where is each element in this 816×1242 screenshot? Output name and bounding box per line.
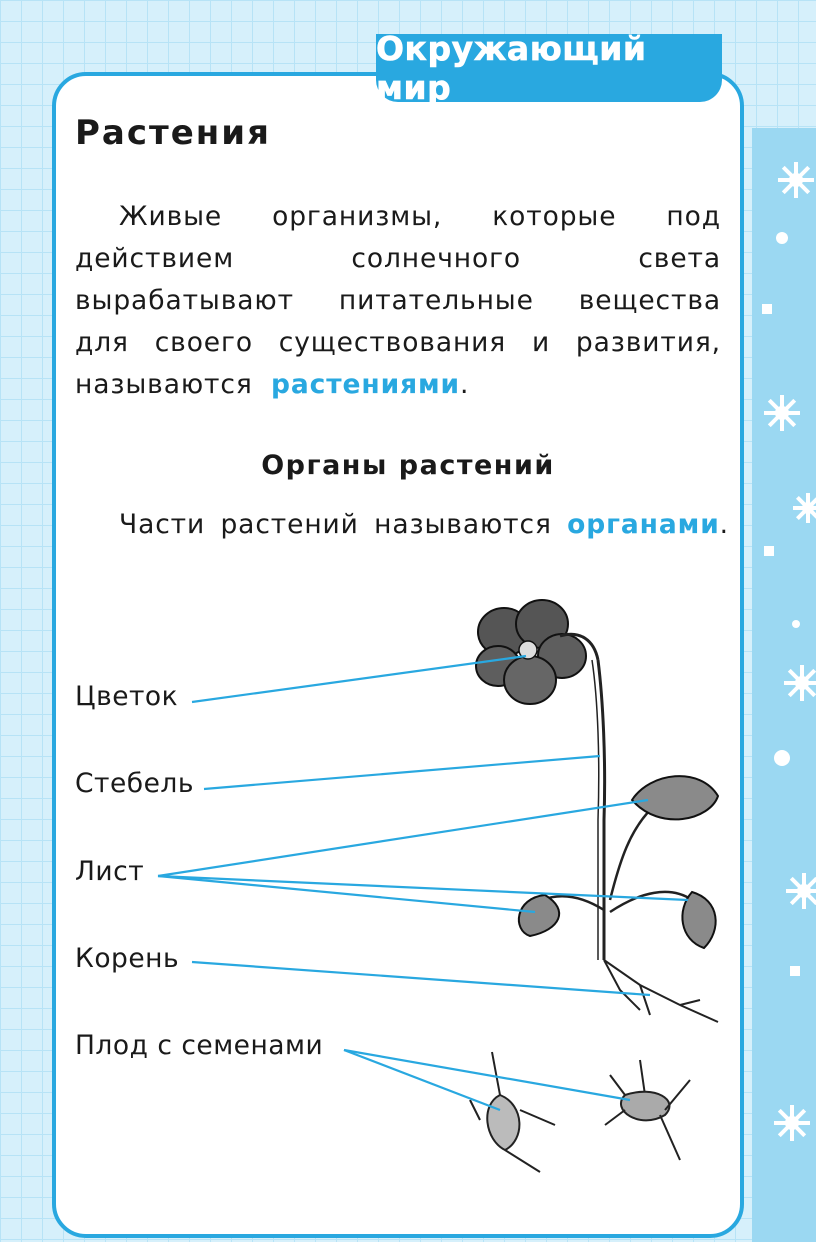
label-flower: Цветок <box>75 681 179 712</box>
intro-end: . <box>460 369 470 400</box>
section-text: Части растений называются <box>119 509 568 540</box>
roots <box>604 960 718 1022</box>
subject-title: Окружающий мир <box>376 29 647 107</box>
flower <box>476 600 586 704</box>
fruit-left <box>470 1052 555 1172</box>
label-leaf: Лист <box>75 856 145 887</box>
label-fruit: Плод с семенами <box>75 1030 324 1061</box>
term-plants: растениями <box>271 369 461 400</box>
leaf-upper <box>632 776 718 819</box>
fruit-right <box>605 1060 690 1160</box>
label-root: Корень <box>75 943 180 974</box>
section-end: . <box>719 509 729 540</box>
page-title: Растения <box>75 113 271 153</box>
label-stem: Стебель <box>75 768 194 799</box>
section-title: Органы растений <box>261 450 555 481</box>
pointer-lines <box>158 656 688 1110</box>
leaf-left <box>519 895 559 936</box>
intro-text: Живые организмы, которые под действием солнечного света вырабатывают питательные вещества для своего существования и развития, называются <box>75 201 721 400</box>
term-organs: органами <box>567 509 720 540</box>
